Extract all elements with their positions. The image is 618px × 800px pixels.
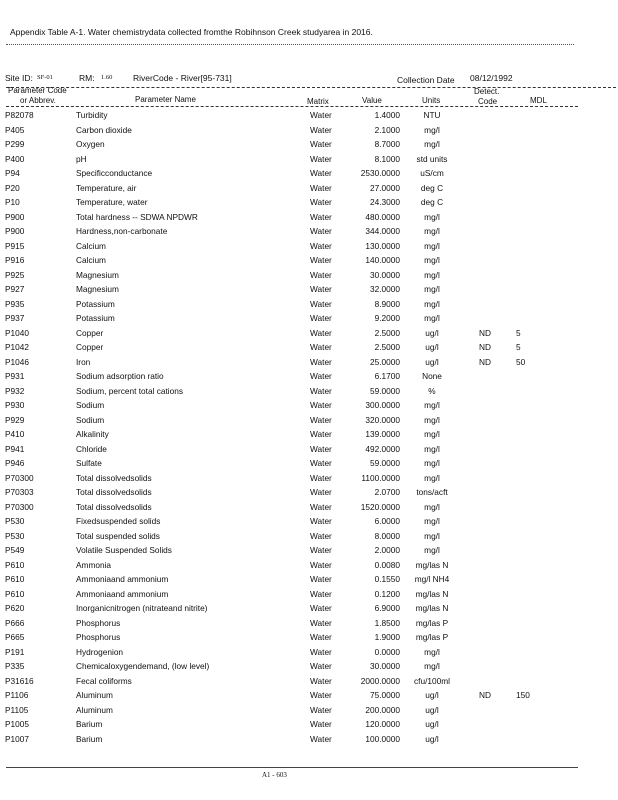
table-row bbox=[0, 240, 618, 255]
matrix-cell: Water bbox=[310, 588, 332, 599]
parameter-code-cell: P400 bbox=[5, 153, 25, 164]
parameter-code-cell: P941 bbox=[5, 443, 25, 454]
parameter-code-cell: P610 bbox=[5, 559, 25, 570]
units-cell: mg/l bbox=[424, 124, 440, 135]
site-id-value: SF-01 bbox=[37, 74, 53, 81]
table-row bbox=[0, 211, 618, 226]
matrix-cell: Water bbox=[310, 168, 332, 178]
matrix-cell: Water bbox=[310, 472, 332, 483]
table-row bbox=[0, 443, 618, 458]
table-row bbox=[0, 312, 618, 327]
parameter-name-cell: Total dissolvedsolids bbox=[76, 472, 152, 483]
parameter-name-cell: Sulfate bbox=[76, 458, 102, 468]
table-row bbox=[0, 617, 618, 632]
table-row bbox=[0, 370, 618, 385]
units-cell: mg/l bbox=[424, 443, 440, 454]
matrix-cell: Water bbox=[310, 443, 332, 454]
parameter-name-cell: Aluminum bbox=[76, 690, 113, 700]
value-cell: 30.0000 bbox=[370, 661, 400, 671]
parameter-code-cell: P10 bbox=[5, 197, 20, 207]
value-cell: 30.0000 bbox=[370, 269, 400, 280]
value-cell: 24.3000 bbox=[370, 197, 400, 207]
parameter-code-cell: P530 bbox=[5, 516, 25, 526]
units-cell: mg/l bbox=[424, 139, 440, 149]
matrix-cell: Water bbox=[310, 501, 332, 512]
parameter-name-cell: Calcium bbox=[76, 255, 106, 265]
value-cell: 6.9000 bbox=[374, 603, 400, 613]
matrix-cell: Water bbox=[310, 139, 332, 149]
matrix-cell: Water bbox=[310, 719, 332, 729]
parameter-code-cell: P935 bbox=[5, 298, 25, 309]
parameter-code-cell: P620 bbox=[5, 603, 25, 613]
table-row bbox=[0, 153, 618, 168]
table-row bbox=[0, 472, 618, 487]
matrix-cell: Water bbox=[310, 298, 332, 309]
parameter-code-cell: P410 bbox=[5, 429, 25, 439]
matrix-cell: Water bbox=[310, 400, 332, 410]
parameter-code-cell: P610 bbox=[5, 574, 25, 584]
mdl-cell: 5 bbox=[516, 327, 521, 338]
parameter-name-cell: Fixedsuspended solids bbox=[76, 516, 161, 526]
matrix-cell: Water bbox=[310, 414, 332, 425]
detect-code-cell: ND bbox=[479, 327, 491, 338]
units-cell: deg C bbox=[420, 197, 444, 207]
matrix-cell: Water bbox=[310, 458, 332, 468]
units-cell: mg/l NH4 bbox=[414, 574, 450, 584]
mdl-cell: 50 bbox=[516, 356, 526, 367]
value-cell: 6.1700 bbox=[374, 371, 400, 381]
parameter-code-cell: P900 bbox=[5, 211, 25, 222]
units-cell: tons/acft bbox=[416, 487, 448, 497]
parameter-code-cell: P70303 bbox=[5, 487, 34, 497]
value-cell: 2000.0000 bbox=[360, 675, 400, 686]
table-row bbox=[0, 675, 618, 690]
matrix-cell: Water bbox=[310, 255, 332, 265]
table-row bbox=[0, 457, 618, 472]
units-cell: ug/l bbox=[425, 356, 439, 367]
value-cell: 1.9000 bbox=[374, 632, 400, 642]
value-cell: 320.0000 bbox=[365, 414, 400, 425]
footer-divider bbox=[6, 767, 578, 768]
parameter-code-cell: P1040 bbox=[5, 327, 29, 338]
table-row bbox=[0, 414, 618, 429]
value-cell: 1.4000 bbox=[374, 110, 400, 120]
value-cell: 300.0000 bbox=[365, 400, 400, 410]
site-id-label: Site ID: bbox=[5, 73, 33, 83]
detect-code-cell: ND bbox=[479, 356, 491, 367]
header-divider bbox=[6, 106, 578, 107]
table-row bbox=[0, 283, 618, 298]
header-parameter-name: Parameter Name bbox=[135, 95, 196, 104]
parameter-name-cell: Ammoniaand ammonium bbox=[76, 588, 169, 599]
table-row bbox=[0, 718, 618, 733]
value-cell: 6.0000 bbox=[374, 516, 400, 526]
parameter-code-cell: P666 bbox=[5, 617, 25, 628]
value-cell: 100.0000 bbox=[365, 733, 400, 744]
parameter-code-cell: P937 bbox=[5, 313, 25, 323]
parameter-name-cell: Calcium bbox=[76, 240, 106, 251]
table-row bbox=[0, 269, 618, 284]
value-cell: 2.0000 bbox=[374, 545, 400, 555]
rm-value: 1.60 bbox=[101, 74, 113, 81]
parameter-name-cell: Inorganicnitrogen (nitrateand nitrite) bbox=[76, 603, 208, 613]
units-cell: mg/las P bbox=[415, 617, 449, 628]
parameter-code-cell: P549 bbox=[5, 545, 25, 555]
parameter-code-cell: P900 bbox=[5, 226, 25, 236]
parameter-name-cell: Copper bbox=[76, 342, 104, 352]
units-cell: mg/l bbox=[424, 269, 440, 280]
table-row bbox=[0, 196, 618, 211]
parameter-name-cell: Total suspended solids bbox=[76, 530, 160, 541]
matrix-cell: Water bbox=[310, 342, 332, 352]
units-cell: mg/l bbox=[424, 284, 440, 294]
parameter-name-cell: Sodium bbox=[76, 414, 105, 425]
parameter-name-cell: Volatile Suspended Solids bbox=[76, 545, 172, 555]
value-cell: 8.9000 bbox=[374, 298, 400, 309]
header-detect-line1: Detect. bbox=[474, 87, 500, 96]
matrix-cell: Water bbox=[310, 313, 332, 323]
units-cell: mg/las P bbox=[415, 632, 449, 642]
table-row bbox=[0, 646, 618, 661]
units-cell: uS/cm bbox=[420, 168, 444, 178]
value-cell: 2.5000 bbox=[374, 342, 400, 352]
units-cell: std units bbox=[416, 153, 448, 164]
units-cell: mg/l bbox=[424, 530, 440, 541]
parameter-code-cell: P1046 bbox=[5, 356, 29, 367]
parameter-name-cell: Hardness,non-carbonate bbox=[76, 226, 168, 236]
value-cell: 1.8500 bbox=[374, 617, 400, 628]
parameter-name-cell: Turbidity bbox=[76, 110, 108, 120]
mdl-cell: 5 bbox=[516, 342, 521, 352]
table-row bbox=[0, 225, 618, 240]
parameter-name-cell: Potassium bbox=[76, 313, 115, 323]
header-mdl: MDL bbox=[530, 96, 547, 105]
parameter-code-cell: P405 bbox=[5, 124, 25, 135]
matrix-cell: Water bbox=[310, 603, 332, 613]
value-cell: 0.0080 bbox=[374, 559, 400, 570]
table-row bbox=[0, 733, 618, 748]
matrix-cell: Water bbox=[310, 545, 332, 555]
table-row bbox=[0, 631, 618, 646]
value-cell: 480.0000 bbox=[365, 211, 400, 222]
matrix-cell: Water bbox=[310, 197, 332, 207]
matrix-cell: Water bbox=[310, 574, 332, 584]
table-row bbox=[0, 573, 618, 588]
units-cell: mg/l bbox=[424, 211, 440, 222]
header-detect-line2: Code bbox=[478, 97, 498, 106]
units-cell: ug/l bbox=[425, 704, 439, 715]
units-cell: NTU bbox=[423, 110, 441, 120]
parameter-code-cell: P70300 bbox=[5, 472, 34, 483]
table-row bbox=[0, 530, 618, 545]
units-cell: mg/l bbox=[424, 646, 440, 657]
units-cell: mg/l bbox=[424, 501, 440, 512]
parameter-code-cell: P1007 bbox=[5, 733, 29, 744]
table-row bbox=[0, 124, 618, 139]
matrix-cell: Water bbox=[310, 429, 332, 439]
parameter-code-cell: P20 bbox=[5, 182, 20, 193]
value-cell: 8.1000 bbox=[374, 153, 400, 164]
value-cell: 0.1200 bbox=[374, 588, 400, 599]
matrix-cell: Water bbox=[310, 733, 332, 744]
parameter-code-cell: P665 bbox=[5, 632, 25, 642]
table-row bbox=[0, 486, 618, 501]
value-cell: 2530.0000 bbox=[360, 168, 400, 178]
parameter-code-cell: P1005 bbox=[5, 719, 29, 729]
parameter-code-cell: P70300 bbox=[5, 501, 34, 512]
header-code-line2: or Abbrev. bbox=[20, 96, 56, 105]
header-units: Units bbox=[422, 96, 441, 105]
units-cell: mg/l bbox=[424, 313, 440, 323]
value-cell: 344.0000 bbox=[365, 226, 400, 236]
table-row bbox=[0, 660, 618, 675]
parameter-code-cell: P530 bbox=[5, 530, 25, 541]
title-divider bbox=[6, 44, 574, 45]
detect-code-cell: ND bbox=[479, 690, 491, 700]
parameter-name-cell: Specificconductance bbox=[76, 168, 153, 178]
matrix-cell: Water bbox=[310, 530, 332, 541]
parameter-code-cell: P1042 bbox=[5, 342, 29, 352]
value-cell: 139.0000 bbox=[365, 429, 400, 439]
matrix-cell: Water bbox=[310, 690, 332, 700]
header-code-line1: Parameter Code bbox=[8, 86, 67, 95]
parameter-name-cell: Sodium, percent total cations bbox=[76, 385, 183, 396]
parameter-name-cell: Magnesium bbox=[76, 284, 119, 294]
units-cell: mg/las N bbox=[415, 603, 449, 613]
matrix-cell: Water bbox=[310, 371, 332, 381]
matrix-cell: Water bbox=[310, 356, 332, 367]
matrix-cell: Water bbox=[310, 559, 332, 570]
table-row bbox=[0, 588, 618, 603]
units-cell: % bbox=[428, 385, 436, 396]
parameter-name-cell: Barium bbox=[76, 719, 103, 729]
parameter-name-cell: Temperature, air bbox=[76, 182, 137, 193]
parameter-name-cell: Phosphorus bbox=[76, 617, 121, 628]
matrix-cell: Water bbox=[310, 385, 332, 396]
units-cell: mg/l bbox=[424, 458, 440, 468]
table-row bbox=[0, 559, 618, 574]
value-cell: 8.0000 bbox=[374, 530, 400, 541]
units-cell: mg/l bbox=[424, 226, 440, 236]
table-row bbox=[0, 704, 618, 719]
parameter-name-cell: Chemicaloxygendemand, (low level) bbox=[76, 661, 210, 671]
matrix-cell: Water bbox=[310, 110, 332, 120]
value-cell: 0.1550 bbox=[374, 574, 400, 584]
units-cell: mg/l bbox=[424, 414, 440, 425]
parameter-code-cell: P1105 bbox=[5, 704, 29, 715]
units-cell: mg/l bbox=[424, 240, 440, 251]
parameter-name-cell: Copper bbox=[76, 327, 104, 338]
value-cell: 27.0000 bbox=[370, 182, 400, 193]
parameter-name-cell: Magnesium bbox=[76, 269, 119, 280]
parameter-code-cell: P191 bbox=[5, 646, 25, 657]
mdl-cell: 150 bbox=[516, 690, 530, 700]
table-row bbox=[0, 399, 618, 414]
parameter-name-cell: Potassium bbox=[76, 298, 115, 309]
parameter-name-cell: Hydrogenion bbox=[76, 646, 124, 657]
units-cell: ug/l bbox=[425, 733, 439, 744]
table-row bbox=[0, 602, 618, 617]
matrix-cell: Water bbox=[310, 675, 332, 686]
units-cell: mg/las N bbox=[415, 559, 449, 570]
units-cell: mg/l bbox=[424, 255, 440, 265]
value-cell: 2.5000 bbox=[374, 327, 400, 338]
units-cell: ug/l bbox=[425, 690, 439, 700]
parameter-name-cell: Ammonia bbox=[76, 559, 112, 570]
parameter-name-cell: Iron bbox=[76, 356, 91, 367]
value-cell: 59.0000 bbox=[370, 458, 400, 468]
units-cell: cfu/100ml bbox=[414, 675, 450, 686]
parameter-code-cell: P925 bbox=[5, 269, 25, 280]
parameter-code-cell: P94 bbox=[5, 168, 20, 178]
matrix-cell: Water bbox=[310, 646, 332, 657]
table-row bbox=[0, 544, 618, 559]
parameter-name-cell: Barium bbox=[76, 733, 103, 744]
parameter-name-cell: Total dissolvedsolids bbox=[76, 501, 152, 512]
table-title: Appendix Table A-1. Water chemistrydata collected fromthe Robihnson Creek studyarea in 2016. bbox=[10, 27, 373, 37]
parameter-code-cell: P1106 bbox=[5, 690, 29, 700]
parameter-name-cell: Chloride bbox=[76, 443, 107, 454]
matrix-cell: Water bbox=[310, 327, 332, 338]
units-cell: None bbox=[422, 371, 442, 381]
parameter-code-cell: P335 bbox=[5, 661, 25, 671]
value-cell: 25.0000 bbox=[370, 356, 400, 367]
matrix-cell: Water bbox=[310, 269, 332, 280]
matrix-cell: Water bbox=[310, 516, 332, 526]
value-cell: 32.0000 bbox=[370, 284, 400, 294]
parameter-name-cell: Sodium bbox=[76, 400, 105, 410]
matrix-cell: Water bbox=[310, 661, 332, 671]
table-row bbox=[0, 385, 618, 400]
river-code: RiverCode - River[95-731] bbox=[133, 73, 232, 83]
matrix-cell: Water bbox=[310, 211, 332, 222]
parameter-code-cell: P915 bbox=[5, 240, 25, 251]
units-cell: mg/l bbox=[424, 429, 440, 439]
matrix-cell: Water bbox=[310, 182, 332, 193]
units-cell: mg/l bbox=[424, 472, 440, 483]
parameter-code-cell: P299 bbox=[5, 139, 25, 149]
parameter-name-cell: Total dissolvedsolids bbox=[76, 487, 152, 497]
matrix-cell: Water bbox=[310, 153, 332, 164]
value-cell: 492.0000 bbox=[365, 443, 400, 454]
table-row bbox=[0, 138, 618, 153]
collection-date-label: Collection Date bbox=[397, 75, 455, 85]
parameter-name-cell: Temperature, water bbox=[76, 197, 148, 207]
table-row bbox=[0, 501, 618, 516]
parameter-code-cell: P929 bbox=[5, 414, 25, 425]
value-cell: 130.0000 bbox=[365, 240, 400, 251]
parameter-name-cell: Aluminum bbox=[76, 704, 113, 715]
table-row bbox=[0, 515, 618, 530]
parameter-code-cell: P946 bbox=[5, 458, 25, 468]
value-cell: 8.7000 bbox=[374, 139, 400, 149]
page-number: A1 - 603 bbox=[262, 771, 287, 779]
parameter-name-cell: Sodium adsorption ratio bbox=[76, 371, 164, 381]
matrix-cell: Water bbox=[310, 632, 332, 642]
parameter-code-cell: P31616 bbox=[5, 675, 34, 686]
parameter-name-cell: Oxygen bbox=[76, 139, 105, 149]
table-row bbox=[0, 298, 618, 313]
matrix-cell: Water bbox=[310, 617, 332, 628]
value-cell: 2.0700 bbox=[374, 487, 400, 497]
table-row bbox=[0, 182, 618, 197]
parameter-code-cell: P931 bbox=[5, 371, 25, 381]
parameter-name-cell: pH bbox=[76, 153, 87, 164]
header-value: Value bbox=[362, 96, 382, 105]
parameter-code-cell: P82078 bbox=[5, 110, 34, 120]
table-row bbox=[0, 327, 618, 342]
value-cell: 1520.0000 bbox=[360, 501, 400, 512]
parameter-name-cell: Carbon dioxide bbox=[76, 124, 132, 135]
parameter-code-cell: P916 bbox=[5, 255, 25, 265]
header-matrix: Matrix bbox=[307, 97, 329, 106]
value-cell: 200.0000 bbox=[365, 704, 400, 715]
parameter-name-cell: Phosphorus bbox=[76, 632, 121, 642]
units-cell: ug/l bbox=[425, 719, 439, 729]
rm-label: RM: bbox=[79, 73, 95, 83]
value-cell: 140.0000 bbox=[365, 255, 400, 265]
matrix-cell: Water bbox=[310, 240, 332, 251]
units-cell: mg/l bbox=[424, 400, 440, 410]
matrix-cell: Water bbox=[310, 284, 332, 294]
parameter-name-cell: Total hardness -- SDWA NPDWR bbox=[76, 211, 198, 222]
parameter-name-cell: Ammoniaand ammonium bbox=[76, 574, 169, 584]
table-row bbox=[0, 428, 618, 443]
units-cell: mg/l bbox=[424, 298, 440, 309]
value-cell: 59.0000 bbox=[370, 385, 400, 396]
value-cell: 2.1000 bbox=[374, 124, 400, 135]
table-row bbox=[0, 689, 618, 704]
units-cell: mg/l bbox=[424, 545, 440, 555]
parameter-code-cell: P610 bbox=[5, 588, 25, 599]
parameter-code-cell: P932 bbox=[5, 385, 25, 396]
table-row bbox=[0, 356, 618, 371]
data-table-body bbox=[0, 109, 618, 747]
value-cell: 75.0000 bbox=[370, 690, 400, 700]
parameter-name-cell: Alkalinity bbox=[76, 429, 109, 439]
parameter-code-cell: P930 bbox=[5, 400, 25, 410]
value-cell: 120.0000 bbox=[365, 719, 400, 729]
value-cell: 9.2000 bbox=[374, 313, 400, 323]
site-metadata bbox=[0, 73, 618, 85]
matrix-cell: Water bbox=[310, 226, 332, 236]
detect-code-cell: ND bbox=[479, 342, 491, 352]
table-row bbox=[0, 341, 618, 356]
units-cell: deg C bbox=[420, 182, 444, 193]
value-cell: 1100.0000 bbox=[361, 472, 400, 483]
table-row bbox=[0, 254, 618, 269]
matrix-cell: Water bbox=[310, 487, 332, 497]
parameter-code-cell: P927 bbox=[5, 284, 25, 294]
units-cell: ug/l bbox=[425, 327, 439, 338]
metadata-divider bbox=[6, 87, 616, 88]
units-cell: mg/l bbox=[424, 516, 440, 526]
collection-date-value: 08/12/1992 bbox=[470, 73, 513, 83]
table-row bbox=[0, 109, 618, 124]
parameter-name-cell: Fecal coliforms bbox=[76, 675, 132, 686]
units-cell: ug/l bbox=[425, 342, 439, 352]
units-cell: mg/l bbox=[424, 661, 440, 671]
value-cell: 0.0000 bbox=[374, 646, 400, 657]
matrix-cell: Water bbox=[310, 704, 332, 715]
matrix-cell: Water bbox=[310, 124, 332, 135]
table-row bbox=[0, 167, 618, 182]
units-cell: mg/las N bbox=[415, 588, 449, 599]
